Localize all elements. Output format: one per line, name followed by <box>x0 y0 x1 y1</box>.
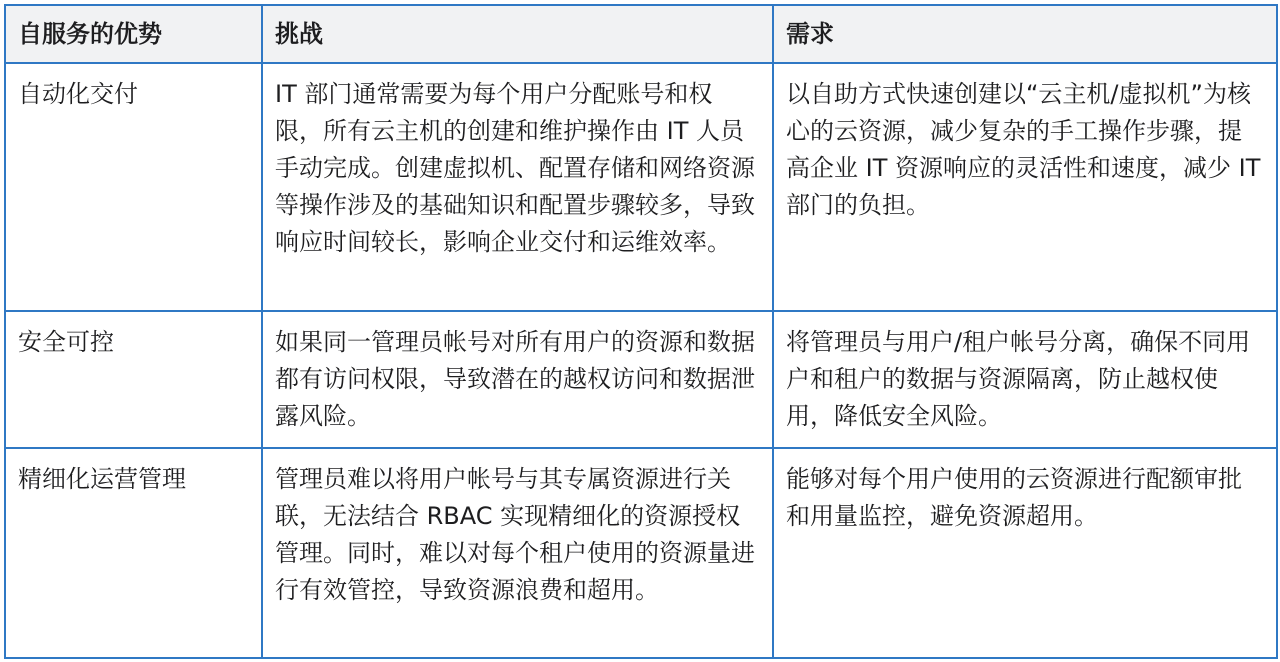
header-requirement: 需求 <box>773 5 1277 63</box>
challenge-cell: 管理员难以将用户帐号与其专属资源进行关联，无法结合 RBAC 实现精细化的资源授权管理。同时，难以对每个租户使用的资源量进行有效管控，导致资源浪费和超用。 <box>262 448 773 658</box>
self-service-advantages-table <box>4 4 1278 659</box>
table-header-row <box>5 5 1277 63</box>
challenge-cell: IT 部门通常需要为每个用户分配账号和权限，所有云主机的创建和维护操作由 IT 人员手动完成。创建虚拟机、配置存储和网络资源等操作涉及的基础知识和配置步骤较多，导致响应时间较长，影响企业交付和运维效率。 <box>262 63 773 311</box>
advantage-cell: 自动化交付 <box>5 63 262 311</box>
table-row <box>5 63 1277 311</box>
advantage-cell: 精细化运营管理 <box>5 448 262 658</box>
header-challenge: 挑战 <box>262 5 773 63</box>
challenge-cell: 如果同一管理员帐号对所有用户的资源和数据都有访问权限，导致潜在的越权访问和数据泄露风险。 <box>262 311 773 448</box>
requirement-cell: 以自助方式快速创建以“云主机/虚拟机”为核心的云资源，减少复杂的手工操作步骤，提高企业 IT 资源响应的灵活性和速度，减少 IT 部门的负担。 <box>773 63 1277 311</box>
table-row <box>5 311 1277 448</box>
table-row <box>5 448 1277 658</box>
requirement-cell: 能够对每个用户使用的云资源进行配额审批和用量监控，避免资源超用。 <box>773 448 1277 658</box>
comparison-table-container <box>4 4 1276 659</box>
requirement-cell: 将管理员与用户/租户帐号分离，确保不同用户和租户的数据与资源隔离，防止越权使用，降低安全风险。 <box>773 311 1277 448</box>
header-advantage: 自服务的优势 <box>5 5 262 63</box>
advantage-cell: 安全可控 <box>5 311 262 448</box>
